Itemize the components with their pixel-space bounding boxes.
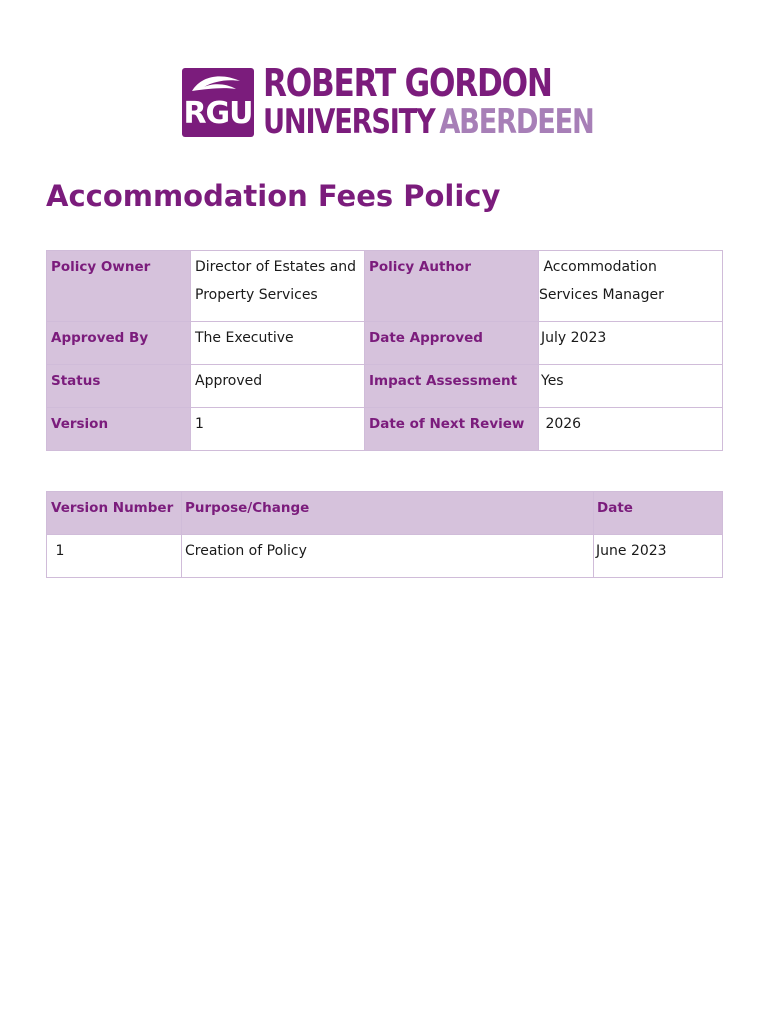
table-header-row (47, 492, 723, 535)
date-approved-label: Date Approved (365, 322, 539, 365)
table-row (47, 535, 723, 578)
logo-badge-text: RGU (183, 96, 253, 131)
table-row (47, 322, 723, 365)
purpose-change-header: Purpose/Change (182, 492, 594, 535)
logo-name-line1: ROBERT GORDON (263, 61, 552, 105)
next-review-label: Date of Next Review (365, 408, 539, 451)
version-label: Version (47, 408, 191, 451)
logo-word-university: UNIVERSITY (263, 102, 435, 142)
impact-assessment-value: Yes (539, 365, 723, 408)
approved-by-label: Approved By (47, 322, 191, 365)
logo-name-line2 (263, 103, 594, 141)
logo-word-aberdeen: ABERDEEN (439, 102, 594, 142)
version-history-table (46, 491, 723, 578)
page-title: Accommodation Fees Policy (46, 179, 501, 213)
version-value: 1 (191, 408, 365, 451)
policy-owner-value: Director of Estates and Property Services (191, 251, 365, 322)
policy-owner-label: Policy Owner (47, 251, 191, 322)
table-row (47, 408, 723, 451)
rgu-badge (182, 68, 254, 137)
date-cell: June 2023 (594, 535, 723, 578)
next-review-value: 2026 (539, 408, 723, 451)
table-row (47, 251, 723, 322)
status-label: Status (47, 365, 191, 408)
date-approved-value: July 2023 (539, 322, 723, 365)
policy-details-table (46, 250, 723, 451)
approved-by-value: The Executive (191, 322, 365, 365)
policy-author-value: Accommodation Services Manager (539, 251, 723, 322)
impact-assessment-label: Impact Assessment (365, 365, 539, 408)
purpose-change-cell: Creation of Policy (182, 535, 594, 578)
rgu-logo (182, 61, 594, 142)
version-number-cell: 1 (47, 535, 182, 578)
table-row (47, 365, 723, 408)
status-value: Approved (191, 365, 365, 408)
leaf-icon (188, 73, 248, 95)
version-number-header: Version Number (47, 492, 182, 535)
date-header: Date (594, 492, 723, 535)
policy-author-label: Policy Author (365, 251, 539, 322)
